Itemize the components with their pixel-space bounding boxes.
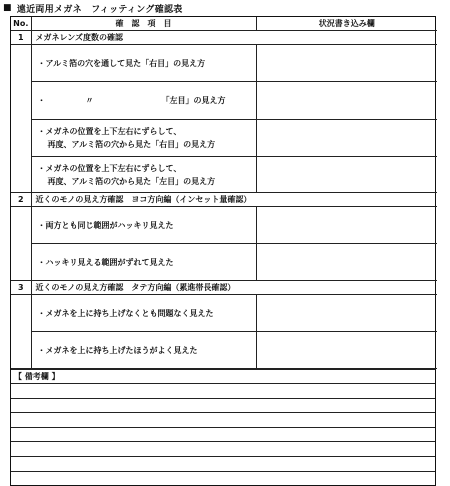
status-input-cell[interactable] — [256, 207, 437, 244]
section-title: 近くのモノの見え方確認 タテ方向編（累進帯長確認） — [31, 281, 437, 295]
check-item — [31, 207, 256, 244]
check-row — [11, 332, 437, 369]
remarks-line[interactable] — [11, 398, 435, 413]
check-item-text: ・ハッキリ見える範囲がずれて見えた — [37, 257, 174, 267]
check-item-text: ・アルミ箔の穴を通して見た「右目」の見え方 — [37, 58, 206, 68]
status-input-cell[interactable] — [256, 295, 437, 332]
check-item — [31, 332, 256, 369]
remarks-label: 【 備考欄 】 — [11, 370, 435, 384]
section-3-header — [11, 281, 437, 295]
no-cell-empty — [11, 244, 31, 281]
header-item: 確 認 項 目 — [31, 17, 256, 31]
check-item — [31, 157, 256, 193]
no-cell-empty — [11, 82, 31, 120]
page-title — [3, 1, 183, 15]
check-item — [31, 244, 256, 281]
remarks-line[interactable] — [11, 442, 435, 457]
remarks-line[interactable] — [11, 471, 435, 485]
remarks-line[interactable] — [11, 384, 435, 399]
check-item-text: ・メガネを上に持ち上げなくとも問題なく見えた — [37, 308, 214, 318]
check-item-text: ・ 〃 「左目」の見え方 — [37, 96, 226, 105]
check-item-text: ・メガネの位置を上下左右にずらして、 — [37, 127, 182, 136]
section-2-header — [11, 193, 437, 207]
section-title: 近くのモノの見え方確認 ヨコ方向編（インセット量確認） — [31, 193, 437, 207]
header-status: 状況書き込み欄 — [256, 17, 437, 31]
check-row — [11, 120, 437, 157]
check-row — [11, 295, 437, 332]
check-row — [11, 244, 437, 281]
check-row — [11, 82, 437, 120]
status-input-cell[interactable] — [256, 332, 437, 369]
no-cell-empty — [11, 157, 31, 193]
check-item-text: ・メガネを上に持ち上げたほうがよく見えた — [37, 345, 198, 355]
status-input-cell[interactable] — [256, 120, 437, 157]
check-item-text: 再度、アルミ箔の穴から見た「右目」の見え方 — [47, 140, 216, 149]
header-no: No. — [11, 17, 31, 31]
check-table — [11, 17, 437, 369]
check-item-text: ・両方とも同じ範囲がハッキリ見えた — [37, 220, 174, 230]
section-number: 3 — [11, 281, 31, 295]
status-input-cell[interactable] — [256, 45, 437, 82]
remarks-table — [11, 369, 435, 485]
remarks-line[interactable] — [11, 456, 435, 471]
remarks-line[interactable] — [11, 427, 435, 442]
check-row — [11, 45, 437, 82]
section-1-header — [11, 31, 437, 45]
check-row — [11, 207, 437, 244]
check-row — [11, 157, 437, 193]
status-input-cell[interactable] — [256, 157, 437, 193]
check-item — [31, 120, 256, 157]
remarks-line[interactable] — [11, 413, 435, 428]
no-cell-empty — [11, 45, 31, 82]
header-row — [11, 17, 437, 31]
square-bullet-icon: ■ — [3, 3, 12, 13]
no-cell-empty — [11, 295, 31, 332]
status-input-cell[interactable] — [256, 82, 437, 120]
fitting-check-sheet — [10, 16, 436, 486]
section-number: 2 — [11, 193, 31, 207]
section-number: 1 — [11, 31, 31, 45]
check-item-text: ・メガネの位置を上下左右にずらして、 — [37, 163, 182, 173]
no-cell-empty — [11, 207, 31, 244]
section-title: メガネレンズ度数の確認 — [31, 31, 437, 45]
no-cell-empty — [11, 332, 31, 369]
check-item-text: 再度、アルミ箔の穴から見た「左目」の見え方 — [47, 176, 216, 186]
title-text: 遠近両用メガネ フィッティング確認表 — [16, 4, 183, 15]
no-cell-empty — [11, 120, 31, 157]
check-item — [31, 295, 256, 332]
check-item — [31, 82, 256, 120]
check-item — [31, 45, 256, 82]
status-input-cell[interactable] — [256, 244, 437, 281]
